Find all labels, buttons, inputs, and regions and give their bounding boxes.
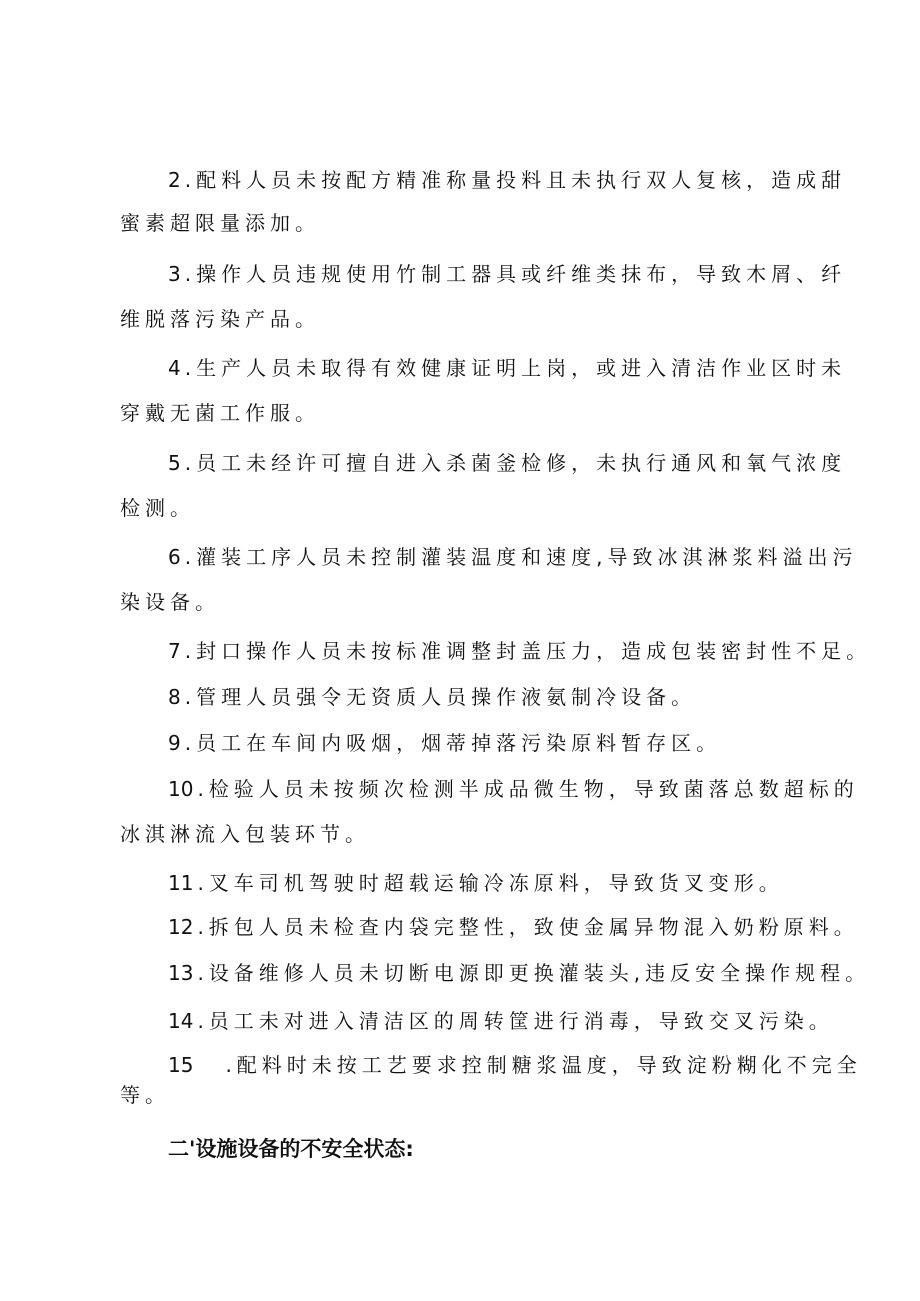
item-text: .管理人员强令无资质人员操作液氨制冷设备。: [184, 685, 697, 709]
list-item-5-line1: [168, 451, 846, 475]
item-number: 6: [168, 545, 181, 569]
item-text: .拆包人员未检查内袋完整性，致使金属异物混入奶粉原料。: [197, 915, 859, 939]
list-item-4-line1: [168, 356, 846, 380]
item-number: 13: [168, 961, 194, 985]
item-text: .生产人员未取得有效健康证明上岗，或进入清洁作业区时未: [184, 356, 847, 380]
list-item-15-line1: [168, 1053, 862, 1077]
list-item-4-line2: 穿戴无菌工作服。: [120, 401, 320, 425]
item-number: 2: [168, 168, 181, 192]
list-item-5-line2: 检测。: [120, 496, 195, 520]
item-text: .灌装工序人员未控制灌装温度和速度,导致冰淇淋浆料溢出污: [184, 545, 858, 569]
item-number: 9: [168, 731, 181, 755]
list-item-2-line2: 蜜素超限量添加。: [120, 211, 320, 235]
item-number: 8: [168, 685, 181, 709]
item-text: .设备维修人员未切断电源即更换灌装头,违反安全操作规程。: [197, 961, 871, 985]
item-text: .配料人员未按配方精准称量投料且未执行双人复核，造成甜: [184, 168, 847, 192]
list-item-14-line1: [168, 1009, 834, 1033]
item-number: 4: [168, 356, 181, 380]
list-item-8-line1: [168, 685, 696, 709]
item-number: 12: [168, 915, 194, 939]
item-text: .员工未经许可擅自进入杀菌釜检修，未执行通风和氧气浓度: [184, 451, 847, 475]
item-number: 10: [168, 777, 194, 801]
item-number: 14: [168, 1009, 194, 1033]
list-item-10-line2: 冰淇淋流入包装环节。: [120, 822, 370, 846]
list-item-7-line1: [168, 639, 871, 663]
list-item-11-line1: [168, 871, 784, 895]
item-number: 7: [168, 639, 181, 663]
list-item-15-line2: 等。: [120, 1083, 170, 1107]
item-text: .封口操作人员未按标准调整封盖压力，造成包装密封性不足。: [184, 639, 872, 663]
list-item-3-line1: [168, 262, 846, 286]
list-item-9-line1: [168, 731, 721, 755]
list-item-10-line1: [168, 777, 859, 801]
list-item-3-line2: 维脱落污染产品。: [120, 307, 320, 331]
item-text: .叉车司机驾驶时超载运输冷冻原料，导致货叉变形。: [197, 871, 784, 895]
item-text: .操作人员违规使用竹制工器具或纤维类抹布，导致木屑、纤: [184, 262, 847, 286]
item-number: 11: [168, 871, 194, 895]
section-heading: 二'设施设备的不安全状态:: [168, 1137, 414, 1161]
item-number: 15: [168, 1053, 194, 1077]
list-item-13-line1: [168, 961, 870, 985]
list-item-2-line1: [168, 168, 846, 192]
item-number: 5: [168, 451, 181, 475]
item-text: .员工在车间内吸烟，烟蒂掉落污染原料暂存区。: [184, 731, 722, 755]
item-text: .检验人员未按频次检测半成品微生物，导致菌落总数超标的: [197, 777, 859, 801]
item-number: 3: [168, 262, 181, 286]
list-item-12-line1: [168, 915, 859, 939]
item-text: .员工未对进入清洁区的周转筐进行消毒，导致交叉污染。: [197, 1009, 834, 1033]
item-text: .配料时未按工艺要求控制糖浆温度，导致淀粉糊化不完全: [225, 1053, 862, 1077]
list-item-6-line2: 染设备。: [120, 590, 220, 614]
list-item-6-line1: [168, 545, 857, 569]
